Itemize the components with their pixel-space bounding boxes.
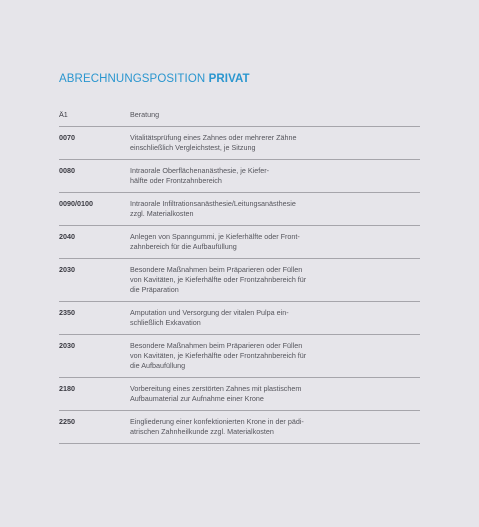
row-description: Besondere Maßnahmen beim Präparieren oder Füllen von Kavitäten, je Kieferhälfte oder Frontzahnbereich für die Präparation	[130, 265, 307, 294]
table-row	[59, 226, 420, 259]
row-code: 2250	[59, 417, 75, 426]
header-desc: Beratung	[130, 110, 160, 119]
row-description: Intraorale Oberflächenanästhesie, je Kiefer- hälfte oder Frontzahnbereich	[130, 166, 270, 185]
row-code: 0080	[59, 166, 75, 175]
row-description: Eingliederung einer konfektionierten Krone in der pädi- atrischen Zahnheilkunde zzgl. Materialkosten	[130, 417, 304, 436]
header-code: Ä1	[59, 110, 68, 119]
row-description: Vorbereitung eines zerstörten Zahnes mit plastischem Aufbaumaterial zur Aufnahme einer Krone	[130, 384, 302, 403]
section-heading	[59, 73, 250, 85]
table-row	[59, 259, 420, 302]
row-code: 2350	[59, 308, 75, 317]
row-code: 0070	[59, 133, 75, 142]
row-description: Anlegen von Spanngummi, je Kieferhälfte oder Front- zahnbereich für die Aufbaufüllung	[130, 232, 300, 251]
table-row	[59, 302, 420, 335]
table-header-row	[59, 104, 420, 127]
heading-strong: PRIVAT	[208, 73, 250, 85]
table-row	[59, 411, 420, 444]
table-row	[59, 160, 420, 193]
row-description: Amputation und Versorgung der vitalen Pulpa ein- schließlich Exkavation	[130, 308, 289, 327]
row-code: 0090/0100	[59, 199, 93, 208]
row-description: Intraorale Infiltrationsanästhesie/Leitungsanästhesie zzgl. Materialkosten	[130, 199, 296, 218]
table-row	[59, 193, 420, 226]
table-row	[59, 127, 420, 160]
billing-table	[59, 104, 420, 444]
table-row	[59, 335, 420, 378]
row-code: 2030	[59, 265, 75, 274]
row-description: Besondere Maßnahmen beim Präparieren oder Füllen von Kavitäten, je Kieferhälfte oder Frontzahnbereich für die Aufbaufüllung	[130, 341, 307, 370]
table-row	[59, 378, 420, 411]
row-code: 2180	[59, 384, 75, 393]
heading-normal: ABRECHNUNGSPOSITION	[59, 73, 209, 85]
row-code: 2030	[59, 341, 75, 350]
row-description: Vitalitätsprüfung eines Zahnes oder mehrerer Zähne einschließlich Vergleichstest, je Sitzung	[130, 133, 297, 152]
row-code: 2040	[59, 232, 75, 241]
